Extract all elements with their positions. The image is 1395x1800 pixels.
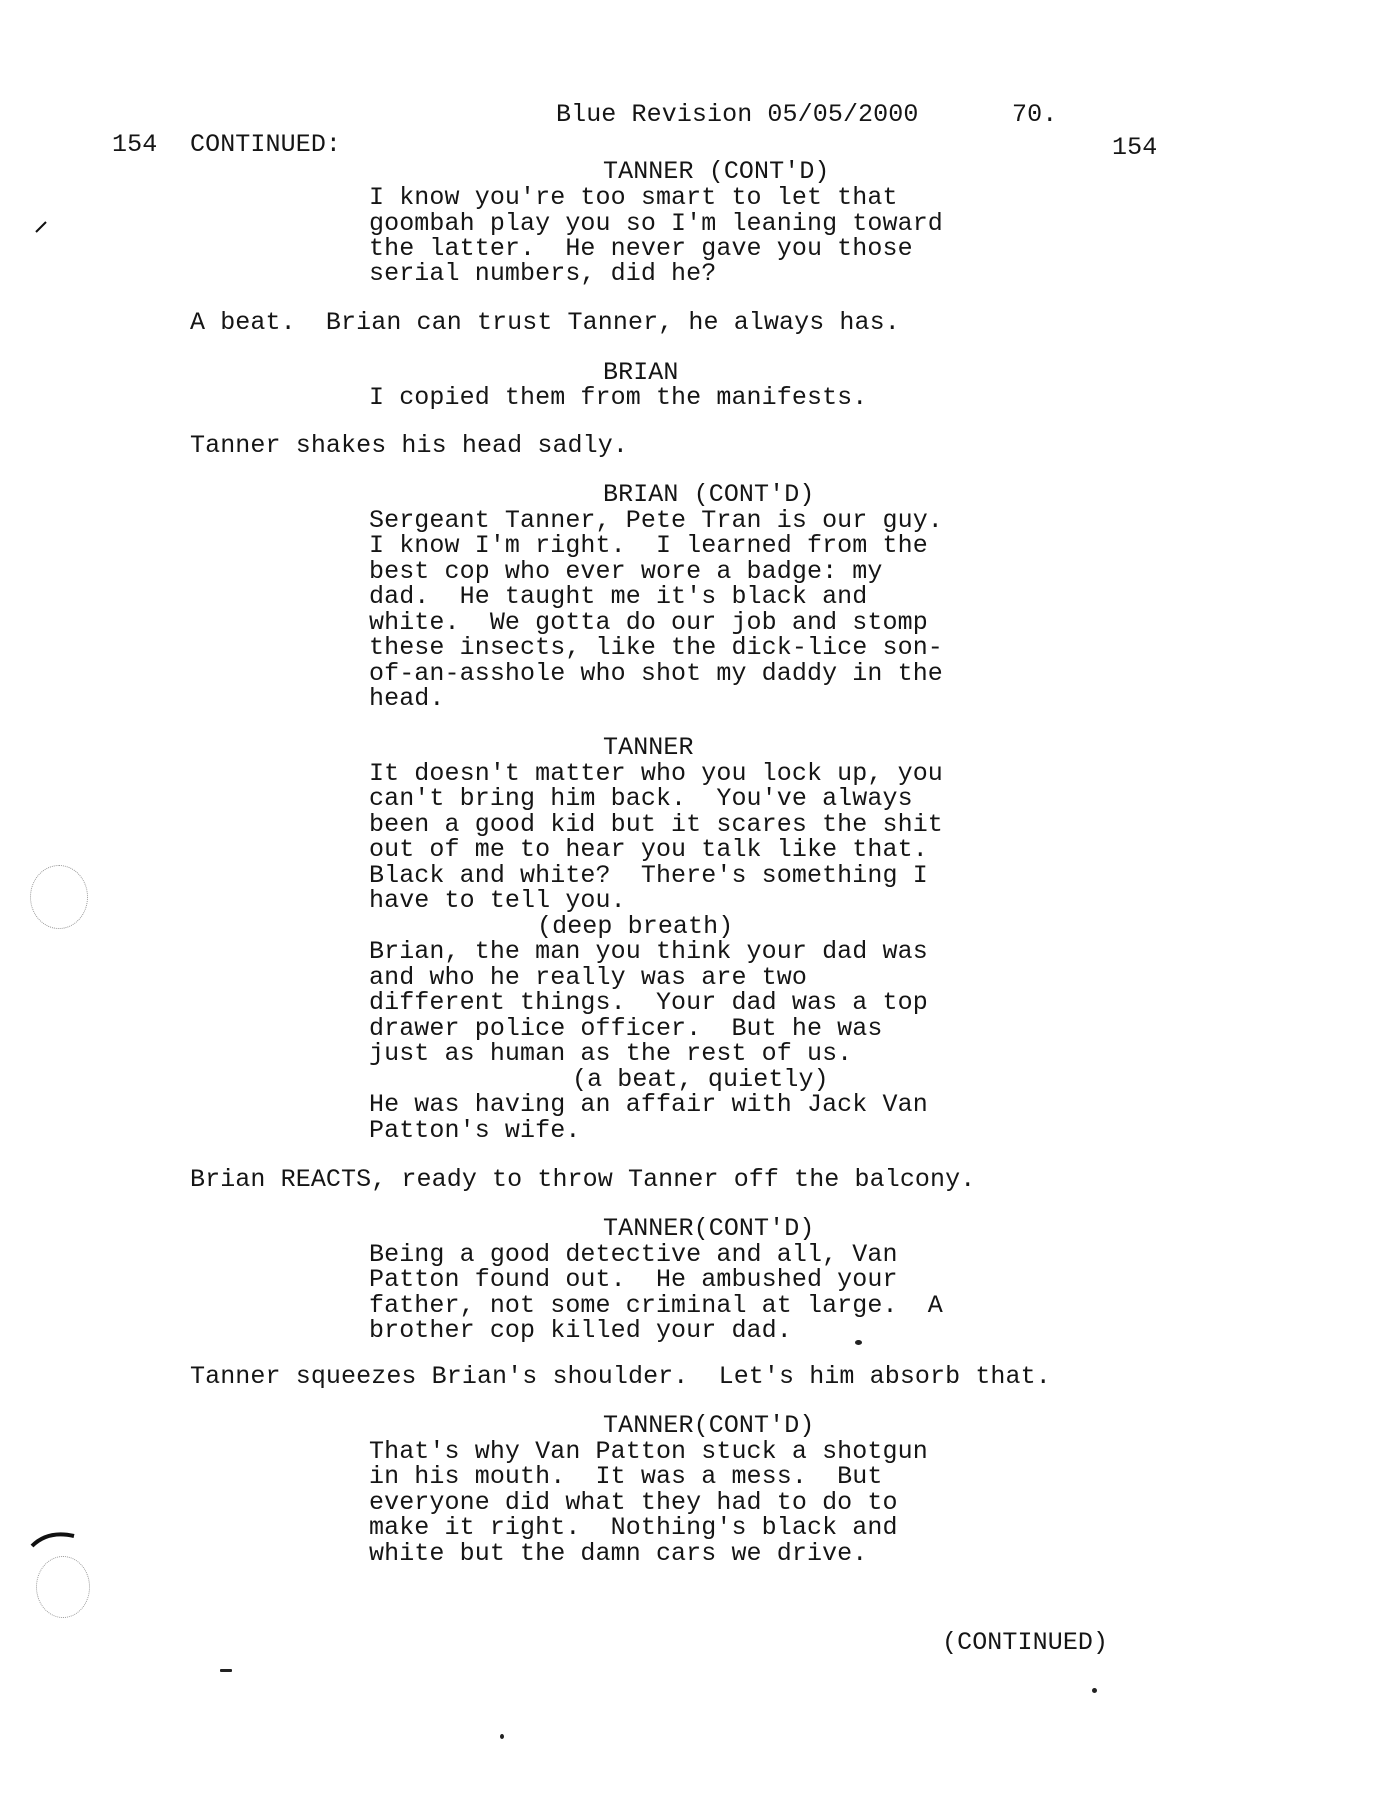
scan-speck <box>855 1340 862 1345</box>
dialogue-line: That's why Van Patton stuck a shotgun <box>369 1437 928 1466</box>
dialogue-line: in his mouth. It was a mess. But <box>369 1462 883 1491</box>
action-line: Tanner shakes his head sadly. <box>190 431 628 460</box>
dialogue-line: father, not some criminal at large. A <box>369 1291 943 1320</box>
dialogue-line: It doesn't matter who you lock up, you <box>369 759 943 788</box>
action-line: Brian REACTS, ready to throw Tanner off the balcony. <box>190 1165 976 1194</box>
scan-smudge-mark <box>34 220 48 234</box>
dialogue-line: goombah play you so I'm leaning toward <box>369 209 943 238</box>
character-cue: BRIAN (CONT'D) <box>603 480 815 509</box>
dialogue-line: head. <box>369 684 445 713</box>
scan-speck <box>1092 1688 1097 1693</box>
dialogue-line: I copied them from the manifests. <box>369 383 868 412</box>
dialogue-line: these insects, like the dick-lice son- <box>369 633 943 662</box>
dialogue-line: I know I'm right. I learned from the <box>369 531 928 560</box>
dialogue-line: white but the damn cars we drive. <box>369 1539 868 1568</box>
page-number: 70. <box>1012 100 1058 129</box>
dialogue-line: dad. He taught me it's black and <box>369 582 868 611</box>
continued-heading: CONTINUED: <box>190 130 342 159</box>
dialogue-line: Sergeant Tanner, Pete Tran is our guy. <box>369 506 943 535</box>
scan-smudge-mark <box>28 1528 78 1550</box>
dialogue-line: best cop who ever wore a badge: my <box>369 557 883 586</box>
dialogue-line: Brian, the man you think your dad was <box>369 937 928 966</box>
dialogue-line: everyone did what they had to do to <box>369 1488 898 1517</box>
action-line: A beat. Brian can trust Tanner, he always has. <box>190 308 900 337</box>
character-cue: TANNER (CONT'D) <box>603 157 830 186</box>
dialogue-line: the latter. He never gave you those <box>369 234 913 263</box>
character-cue: TANNER(CONT'D) <box>603 1214 815 1243</box>
scan-hole-mark <box>36 1556 90 1618</box>
dialogue-line: of-an-asshole who shot my daddy in the <box>369 659 943 688</box>
scene-number-right: 154 <box>1112 133 1158 162</box>
dialogue-line: make it right. Nothing's black and <box>369 1513 898 1542</box>
character-cue: TANNER <box>603 733 694 762</box>
scan-speck <box>500 1734 504 1739</box>
dialogue-line: brother cop killed your dad. <box>369 1316 792 1345</box>
dialogue-line: have to tell you. <box>369 886 626 915</box>
character-cue: BRIAN <box>603 358 679 387</box>
revision-line: Blue Revision 05/05/2000 <box>556 100 919 129</box>
dialogue-line: I know you're too smart to let that <box>369 183 898 212</box>
dialogue-line: out of me to hear you talk like that. <box>369 835 928 864</box>
dialogue-line: and who he really was are two <box>369 963 807 992</box>
dialogue-line: white. We gotta do our job and stomp <box>369 608 928 637</box>
continued-footer: (CONTINUED) <box>942 1628 1109 1657</box>
dialogue-line: He was having an affair with Jack Van <box>369 1090 928 1119</box>
dialogue-line: Patton found out. He ambushed your <box>369 1265 898 1294</box>
dialogue-line: drawer police officer. But he was <box>369 1014 883 1043</box>
dialogue-line: been a good kid but it scares the shit <box>369 810 943 839</box>
scan-hole-mark <box>30 865 88 929</box>
dialogue-line: serial numbers, did he? <box>369 259 717 288</box>
character-cue: TANNER(CONT'D) <box>603 1411 815 1440</box>
dialogue-line: Patton's wife. <box>369 1116 581 1145</box>
dialogue-line: different things. Your dad was a top <box>369 988 928 1017</box>
scene-number-left: 154 <box>112 130 158 159</box>
dialogue-line: Black and white? There's something I <box>369 861 928 890</box>
parenthetical: (a beat, quietly) <box>572 1065 829 1094</box>
dialogue-line: can't bring him back. You've always <box>369 784 913 813</box>
action-line: Tanner squeezes Brian's shoulder. Let's him absorb that. <box>190 1362 1051 1391</box>
dialogue-line: just as human as the rest of us. <box>369 1039 853 1068</box>
scan-speck <box>220 1669 232 1672</box>
parenthetical: (deep breath) <box>537 912 734 941</box>
dialogue-line: Being a good detective and all, Van <box>369 1240 898 1269</box>
